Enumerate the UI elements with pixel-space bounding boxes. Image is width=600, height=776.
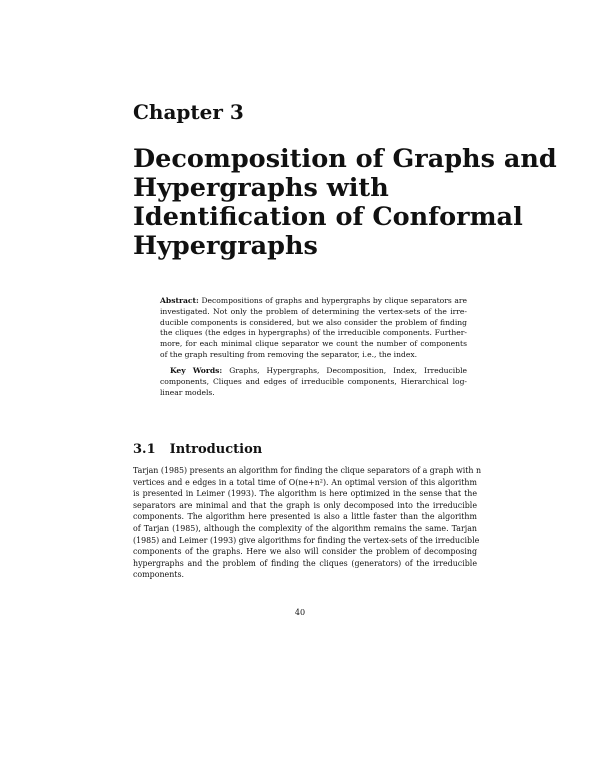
chapter-label: Chapter 3 [133, 100, 244, 124]
body-line: hypergraphs and the problem of finding the cliques (generators) of the irreducible [133, 558, 477, 568]
abstract-label: Abstract: [160, 296, 199, 305]
chapter-title [133, 145, 557, 261]
abstract [160, 296, 467, 361]
keywords-line: linear models. [160, 387, 215, 397]
keywords-line: components, Cliques and edges of irreducible components, Hierarchical log- [160, 376, 467, 386]
section-number: 3.1 [133, 442, 156, 457]
abstract-line: investigated. Not only the problem of determining the vertex-sets of the irre- [160, 306, 467, 316]
title-line: Hypergraphs with [133, 173, 389, 203]
keywords-line: Graphs, Hypergraphs, Decomposition, Index, Irreducible [229, 366, 467, 375]
body-line: components of the graphs. Here we also will consider the problem of decomposing [133, 547, 477, 557]
body-text [133, 465, 482, 581]
abstract-line: the cliques (the edges in hypergraphs) of the irreducible components. Further- [160, 328, 467, 338]
body-line: components. [133, 570, 185, 580]
body-line: Tarjan (1985) presents an algorithm for finding the clique separators of a graph with n [133, 466, 482, 475]
body-line: vertices and e edges in a total time of O(ne+n²). An optimal version of this algorithm [133, 477, 477, 487]
title-line: Decomposition of Graphs and [133, 144, 557, 174]
abstract-line: ducible components is considered, but we also consider the problem of finding [160, 317, 467, 327]
abstract-line: Decompositions of graphs and hypergraphs by clique separators are [201, 296, 467, 305]
abstract-line: more, for each minimal clique separator we count the number of components [160, 339, 467, 349]
keywords [160, 366, 467, 398]
body-line: components. The algorithm here presented is also a little faster than the algorithm [133, 512, 477, 522]
page-number: 40 [294, 608, 306, 617]
body-line: separators are minimal and that the graph is only decomposed into the irreducible [133, 500, 477, 510]
section-heading [133, 442, 262, 457]
body-line: of Tarjan (1985), although the complexity of the algorithm remains the same. Tarjan [133, 523, 477, 533]
abstract-line: of the graph resulting from removing the separator, i.e., the index. [160, 349, 418, 359]
body-line: (1985) and Leimer (1993) give algorithms for finding the vertex-sets of the irreducible [133, 535, 480, 545]
body-line: is presented in Leimer (1993). The algorithm is here optimized in the sense that the [133, 489, 477, 499]
title-line: Hypergraphs [133, 231, 318, 261]
keywords-label: Key Words: [170, 366, 223, 375]
title-line: Identification of Conformal [133, 202, 523, 232]
section-title: Introduction [169, 442, 263, 457]
